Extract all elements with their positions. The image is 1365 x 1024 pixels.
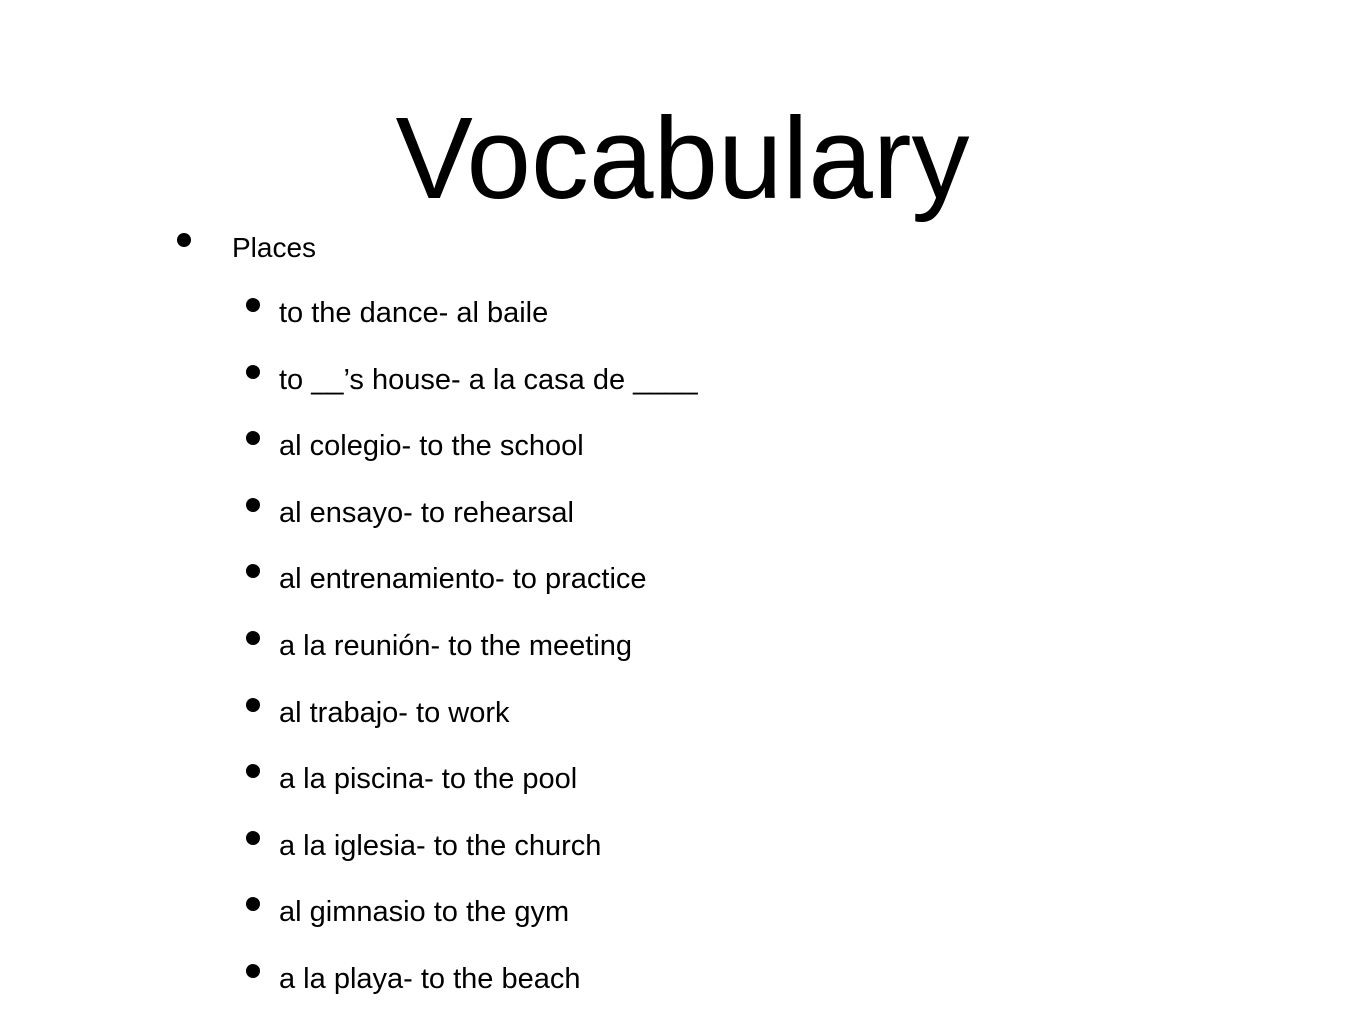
bullet-dot-icon xyxy=(246,897,260,911)
bullet-dot-icon xyxy=(246,498,260,512)
list-item xyxy=(0,492,1365,559)
list-item-text: a la iglesia- to the church xyxy=(279,829,602,862)
list-item-text: a la playa- to the beach xyxy=(279,962,581,995)
list-item xyxy=(0,958,1365,1024)
list-item xyxy=(0,425,1365,492)
bullet-dot-icon xyxy=(246,564,260,578)
bullet-dot-icon xyxy=(177,233,191,247)
vocabulary-list xyxy=(0,292,1365,1024)
list-item xyxy=(0,692,1365,759)
bullet-dot-icon xyxy=(246,365,260,379)
bullet-dot-icon xyxy=(246,698,260,712)
bullet-dot-icon xyxy=(246,431,260,445)
bullet-dot-icon xyxy=(246,964,260,978)
list-item xyxy=(0,758,1365,825)
bullet-dot-icon xyxy=(246,831,260,845)
list-item xyxy=(0,558,1365,625)
list-item-text: to the dance- al baile xyxy=(279,297,549,329)
list-item-text: a la reunión- to the meeting xyxy=(279,629,633,662)
list-item-text: a la piscina- to the pool xyxy=(279,763,578,796)
slide-title: Vocabulary xyxy=(395,93,970,223)
list-item-text: al gimnasio to the gym xyxy=(279,896,570,929)
list-item-text: al trabajo- to work xyxy=(279,696,510,729)
list-item xyxy=(0,891,1365,958)
bullet-dot-icon xyxy=(246,298,260,312)
bullet-dot-icon xyxy=(246,764,260,778)
list-item xyxy=(0,359,1365,426)
list-item-text: al ensayo- to rehearsal xyxy=(279,496,574,529)
list-item-text: al colegio- to the school xyxy=(279,430,584,463)
list-item-text: to __’s house- a la casa de ____ xyxy=(279,363,698,396)
places-heading-text: Places xyxy=(232,232,317,263)
list-item xyxy=(0,292,1365,359)
list-item xyxy=(0,625,1365,692)
places-heading-item xyxy=(0,228,1365,268)
bullet-dot-icon xyxy=(246,631,260,645)
list-item xyxy=(0,825,1365,892)
list-item-text: al entrenamiento- to practice xyxy=(279,563,647,596)
